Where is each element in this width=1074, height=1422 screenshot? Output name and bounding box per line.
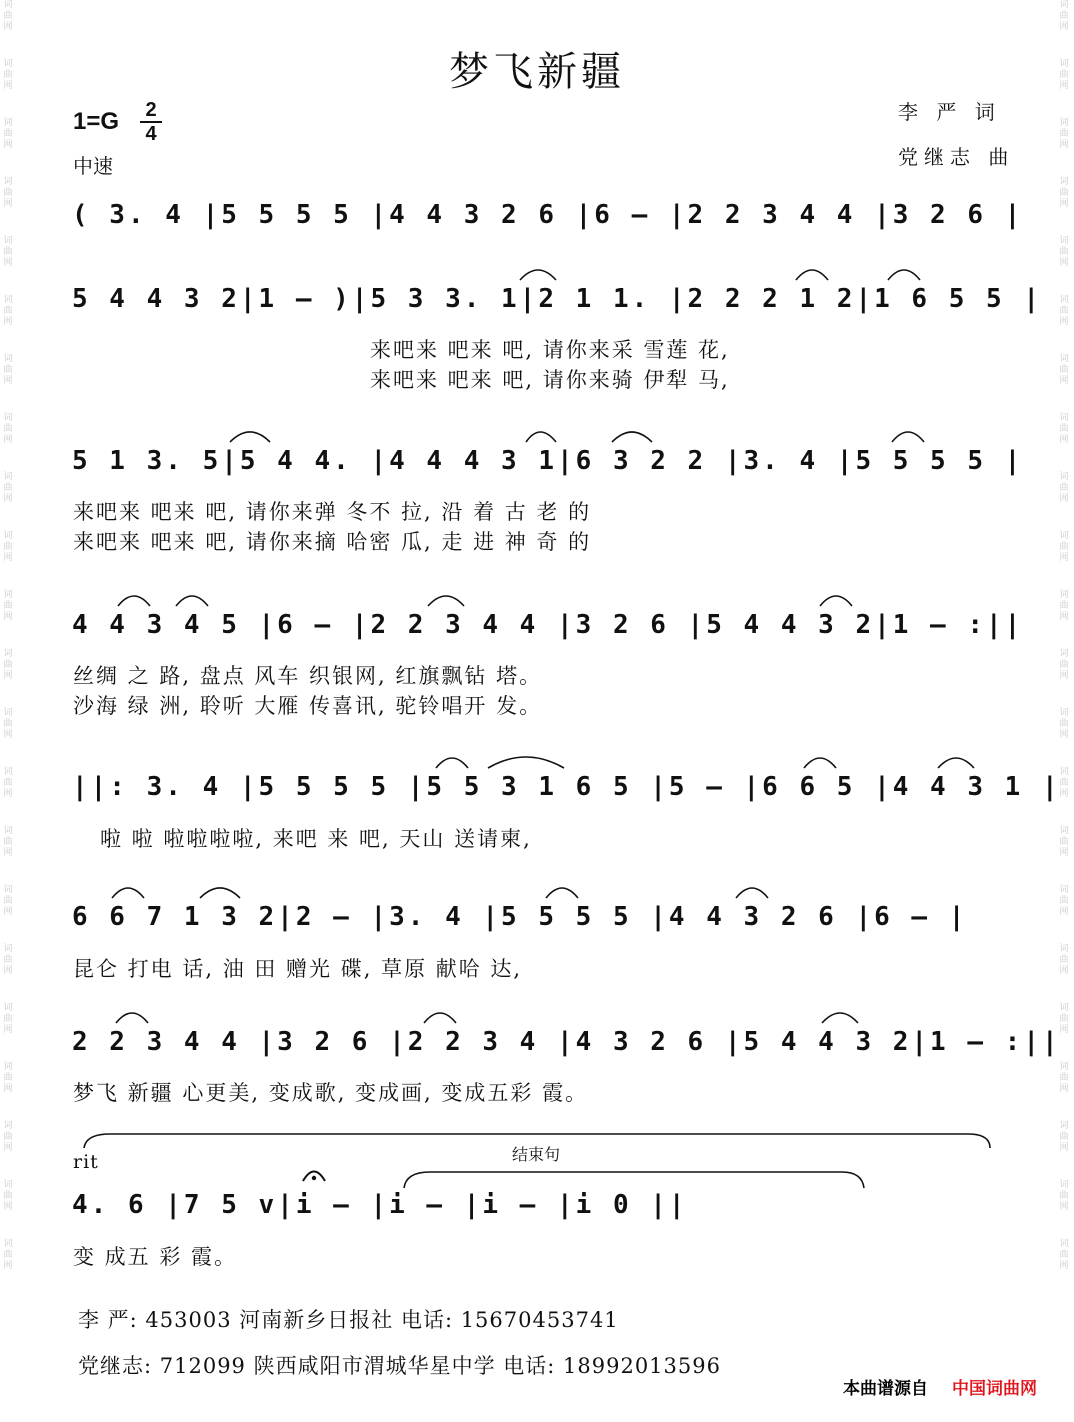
lyric-row-6: 昆仑 打电 话, 油 田 赠光 碟, 草原 献哈 达, [73,957,523,981]
meter-bottom: 4 [145,123,157,145]
lyric-row-4-verse-1: 丝绸 之 路, 盘点 风车 织银网, 红旗飘钻 塔。 [73,664,543,688]
composer-credit: 党继志 曲 [898,145,1015,169]
slur-arc [436,758,468,768]
right-watermark-strip: 词曲网 词曲网 词曲网 词曲网 词曲网 词曲网 词曲网 词曲网 词曲网 词曲网 词曲网 词曲网 词曲网 词曲网 词曲网 词曲网 词曲网 词曲网 词曲网 词曲网 词曲网 词曲网 [1059,0,1069,1271]
song-title: 梦飞新疆 [449,49,625,95]
notation-row-8: 4. 6 |7 5 v|i – |i – |i – |i 0 || [72,1190,688,1220]
notation-row-4: 4 4 3 4 5 |6 – |2 2 3 4 4 |3 2 6 |5 4 4 3 2|1 – :|| [72,610,1024,640]
slur-arc [612,432,652,442]
slur-arc [736,888,768,898]
notation-row-5: ||: 3. 4 |5 5 5 5 |5 5 3 1 6 5 |5 – |6 6 5 |4 4 3 1 | [72,772,1061,802]
lyric-row-4-verse-2: 沙海 绿 洲, 聆听 大雁 传喜讯, 驼铃唱开 发。 [73,694,543,718]
lyric-row-2-verse-1: 来吧来 吧来 吧, 请你来采 雪莲 花, [370,338,730,362]
contact-composer: 党继志: 712099 陕西咸阳市渭城华星中学 电话: 18992013596 [78,1354,721,1378]
slur-arc [526,432,556,442]
slur-arc [424,1013,456,1023]
source-label: 本曲谱源自 [843,1379,928,1399]
notation-row-1: ( 3. 4 |5 5 5 5 |4 4 3 2 6 |6 – |2 2 3 4 4 |3 2 6 | [72,200,1024,230]
slur-arc [200,888,240,898]
lyric-row-2-verse-2: 来吧来 吧来 吧, 请你来骑 伊犁 马, [370,368,730,392]
notation-row-6: 6 6 7 1 3 2|2 – |3. 4 |5 5 5 5 |4 4 3 2 6 |6 – | [72,902,968,932]
slur-arc [118,596,150,606]
lyric-row-8: 变 成五 彩 霞。 [73,1245,238,1269]
slur-arc [546,888,578,898]
key-signature: 1=G [73,108,120,135]
slur-arc [892,432,924,442]
slur-arc [888,270,920,280]
slur-arc [804,758,836,768]
rit-marking: rit [73,1151,99,1173]
tempo-marking: 中速 [73,154,113,178]
rit-phrase-bracket [84,1134,990,1148]
slur-arc [520,270,556,280]
notation-row-3: 5 1 3. 5|5 4 4. |4 4 4 3 1|6 3 2 2 |3. 4 |5 5 5 5 | [72,446,1024,476]
source-site-link[interactable]: 中国词曲网 [952,1379,1037,1399]
slur-arc [428,596,464,606]
notation-row-2: 5 4 4 3 2|1 – )|5 3 3. 1|2 1 1. |2 2 2 1 2|1 6 5 5 | [72,284,1042,314]
slur-arc [230,432,270,442]
slur-arc [112,888,144,898]
lyric-row-3-verse-1: 来吧来 吧来 吧, 请你来弹 冬不 拉, 沿 着 古 老 的 [73,500,592,524]
slur-arc [938,758,974,768]
lyricist-credit: 李 严 词 [898,100,1001,124]
slur-arc [488,757,564,768]
lyric-row-5: 啦 啦 啦啦啦啦, 来吧 来 吧, 天山 送请柬, [100,827,532,851]
left-watermark-strip: 词曲网 词曲网 词曲网 词曲网 词曲网 词曲网 词曲网 词曲网 词曲网 词曲网 词曲网 词曲网 词曲网 词曲网 词曲网 词曲网 词曲网 词曲网 词曲网 词曲网 词曲网 词曲网 [3,0,13,1271]
slur-arc [820,596,852,606]
lyric-row-7: 梦飞 新疆 心更美, 变成歌, 变成画, 变成五彩 霞。 [73,1081,589,1105]
meter-top: 2 [145,99,157,121]
slur-arc [116,1013,148,1023]
notation-row-7: 2 2 3 4 4 |3 2 6 |2 2 3 4 |4 3 2 6 |5 4 4 3 2|1 – :|| [72,1027,1061,1057]
contact-lyricist: 李 严: 453003 河南新乡日报社 电话: 15670453741 [78,1308,619,1332]
fermata-dot [312,1176,316,1180]
slur-arc [822,1013,858,1023]
lyric-row-3-verse-2: 来吧来 吧来 吧, 请你来摘 哈密 瓜, 走 进 神 奇 的 [73,530,592,554]
slur-arc [176,596,208,606]
coda-phrase-bracket [404,1172,864,1188]
coda-label: 结束句 [512,1145,561,1164]
slur-arc [796,270,828,280]
